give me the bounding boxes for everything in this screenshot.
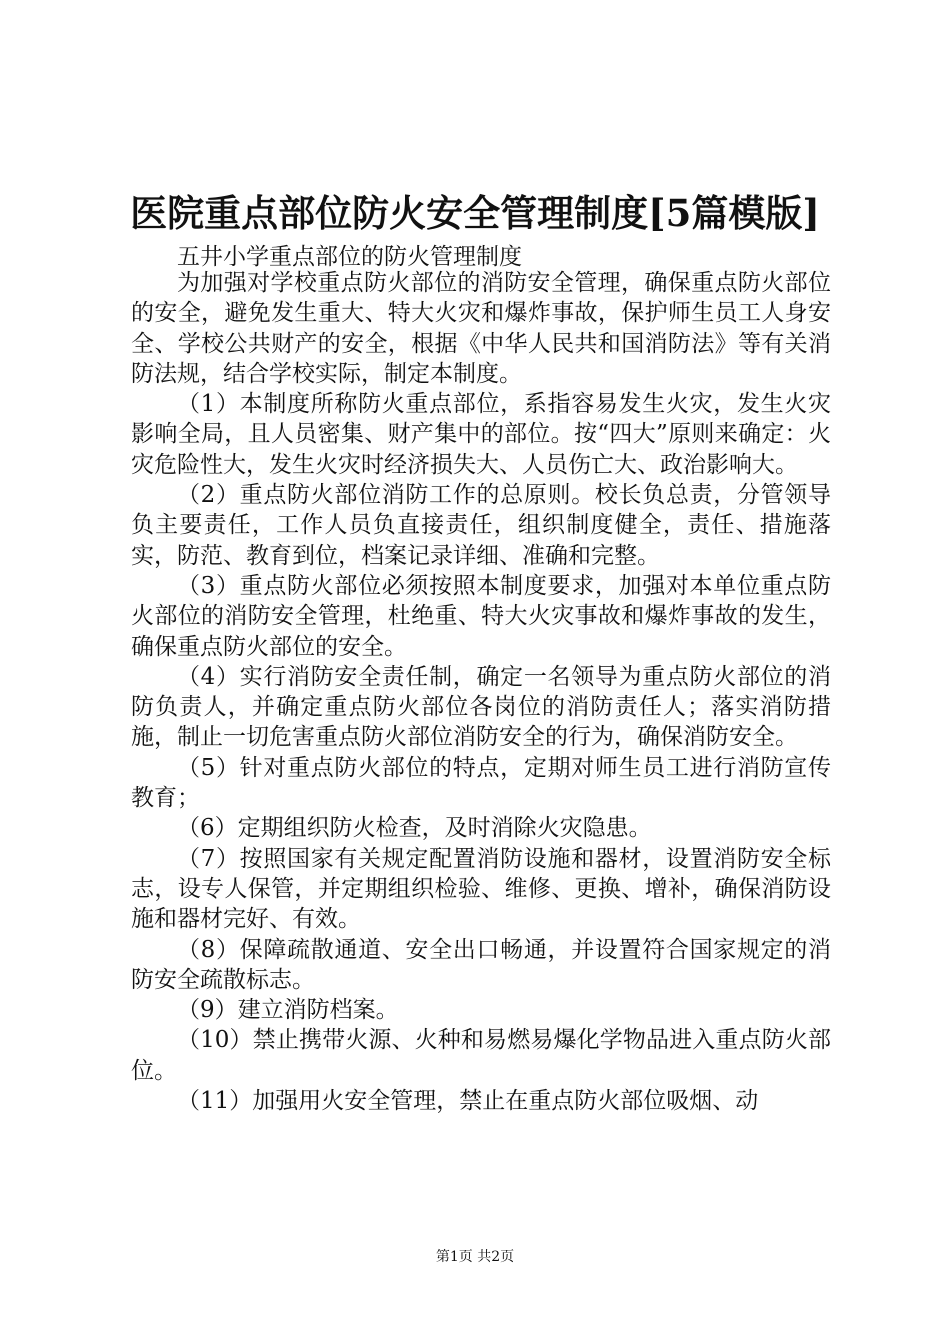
paragraph-intro: 为加强对学校重点防火部位的消防安全管理，确保重点防火部位的安全，避免发生重大、特大火灾和爆炸事故，保护师生员工人身安全、学校公共财产的安全，根据《中华人民共和国消防法》等有关消防法规，结合学校实际，制定本制度。	[131, 270, 831, 387]
paragraph-item-5: （5）针对重点防火部位的特点，定期对师生员工进行消防宣传教育；	[131, 754, 831, 812]
document-title: 医院重点部位防火安全管理制度[5篇模版]	[130, 191, 820, 235]
paragraph-item-3: （3）重点防火部位必须按照本制度要求，加强对本单位重点防火部位的消防安全管理，杜绝重、特大火灾事故和爆炸事故的发生，确保重点防火部位的安全。	[131, 572, 831, 660]
document-body	[131, 268, 831, 1116]
paragraph-item-11: （11）加强用火安全管理，禁止在重点防火部位吸烟、动	[177, 1088, 759, 1115]
paragraph-item-9: （9）建立消防档案。	[177, 997, 399, 1024]
paragraph-item-4: （4）实行消防安全责任制，确定一名领导为重点防火部位的消防负责人，并确定重点防火部位各岗位的消防责任人；落实消防措施，制止一切危害重点防火部位消防安全的行为，确保消防安全。	[131, 663, 831, 751]
paragraph-item-2: （2）重点防火部位消防工作的总原则。校长负总责，分管领导负主要责任，工作人员负直接责任，组织制度健全，责任、措施落实，防范、教育到位，档案记录详细、准确和完整。	[131, 482, 831, 569]
paragraph-item-8: （8）保障疏散通道、安全出口畅通，并设置符合国家规定的消防安全疏散标志。	[131, 936, 831, 993]
paragraph-item-1: （1）本制度所称防火重点部位，系指容易发生火灾，发生火灾影响全局，且人员密集、财产集中的部位。按“四大”原则来确定：火灾危险性大，发生火灾时经济损失大、人员伤亡大、政治影响大。	[131, 391, 831, 478]
document-subtitle: 五井小学重点部位的防火管理制度	[177, 244, 522, 270]
paragraph-item-7: （7）按照国家有关规定配置消防设施和器材，设置消防安全标志，设专人保管，并定期组织检验、维修、更换、增补，确保消防设施和器材完好、有效。	[131, 845, 831, 933]
page-number-footer: 第1页 共2页	[435, 1249, 515, 1265]
paragraph-item-10: （10）禁止携带火源、火种和易燃易爆化学物品进入重点防火部位。	[131, 1027, 831, 1084]
paragraph-item-6: （6）定期组织防火检查，及时消除火灾隐患。	[177, 815, 652, 842]
